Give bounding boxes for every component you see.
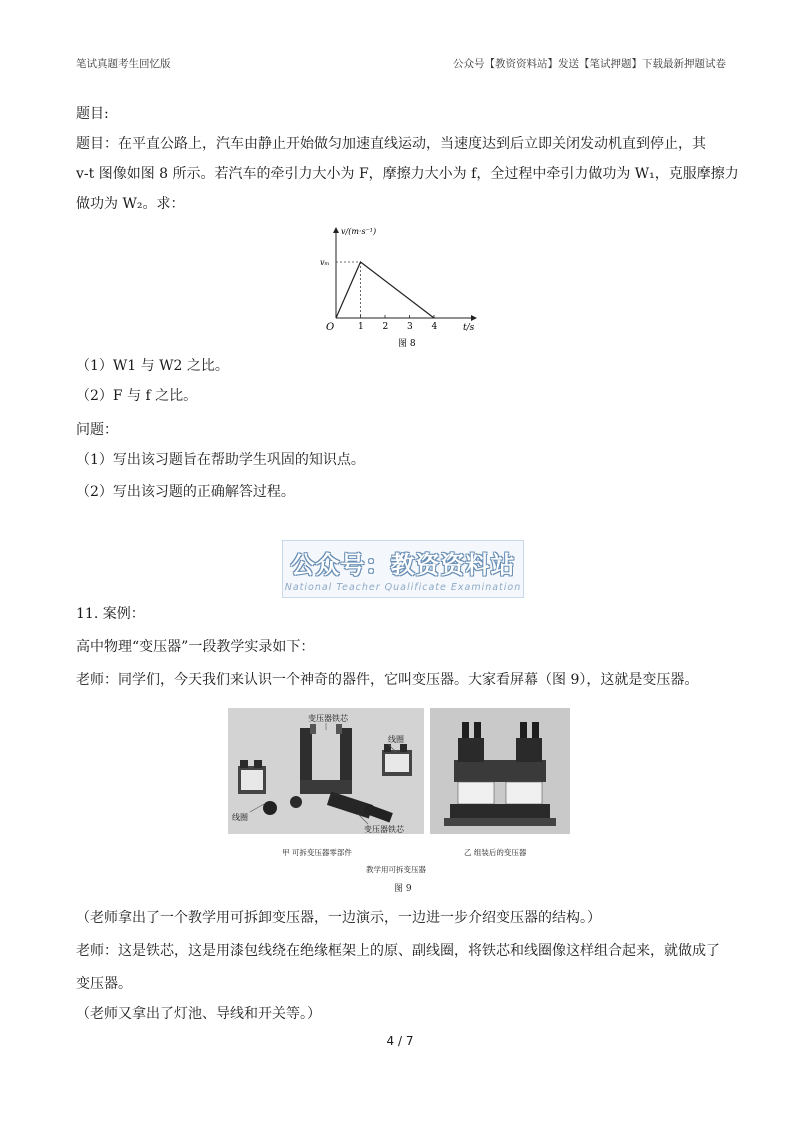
figure9-caption-left: 甲 可拆变压器零部件 [282,848,352,857]
figure8-caption: 图 8 [398,339,416,349]
figure9-caption: 图 9 [394,884,412,894]
q10-ask1: （1）写出该习题旨在帮助学生巩固的知识点。 [76,452,365,468]
origin-label: O [326,322,335,333]
q10-sub2: （2）F 与 f 之比。 [76,388,198,404]
watermark-title: 公众号：教资资料站 [290,551,516,579]
q10-line1-end: 后立即关闭发动机直到停止，其 [510,136,706,152]
q11-teacher-2b: 变压器。 [76,976,132,992]
photo-parts [228,708,424,834]
q10-line3: 做功为 W₂。求： [76,196,185,212]
watermark [282,540,524,598]
vt-series-line [336,262,434,318]
x-axis-label: t/s [463,323,475,333]
q11-action-2: （老师又拿出了灯池、导线和开关等。） [76,1006,321,1022]
q10-line2: v-t 图像如图 8 所示。若汽车的牵引力大小为 F，摩擦力大小为 f，全过程中牵引力做功为 W₁，克服摩擦力 [76,166,739,182]
figure9-photos [228,708,572,898]
vt-graph [316,222,496,350]
vm-label: vₘ [320,258,330,267]
q11-teacher-1: 老师：同学们，今天我们来认识一个神奇的器件，它叫变压器。大家看屏幕（图 9），这就是变压器。 [76,672,699,688]
questions-label: 问题： [76,422,118,438]
label-core-top: 变压器铁芯 [308,714,348,723]
q11-action-1: （老师拿出了一个教学用可拆卸变压器，一边演示，一边进一步介绍变压器的结构。） [76,910,601,926]
q10-line1-start: 题目：在平直公路上，汽车由静止开始做匀加速直线运动，当速度达到 [76,136,510,152]
q10-ask2: （2）写出该习题的正确解答过程。 [76,484,295,500]
q11-teacher-2a: 老师：这是铁芯，这是用漆包线绕在绝缘框架上的原、副线圈，将铁芯和线圈像这样组合起来，就做成了 [76,943,720,959]
x-tick-label-3: 3 [407,322,413,332]
label-coil-left: 线圈 [232,813,248,822]
q11-heading: 11. 案例： [76,606,145,622]
label-core-bottom: 变压器铁芯 [364,825,404,834]
q10-sub1: （1）W1 与 W2 之比。 [76,358,229,374]
figure9-caption-main: 教学用可拆变压器 [366,865,426,874]
q10-line1 [76,134,706,154]
x-tick-label-1: 1 [358,322,364,332]
photo-assembled [430,708,570,834]
x-tick-label-2: 2 [382,322,389,332]
x-tick-label-4: 4 [431,322,438,332]
figure9-caption-right: 乙 组装后的变压器 [464,848,527,857]
header-right: 公众号【教资资料站】发送【笔试押题】下载最新押题试卷 [453,58,726,70]
page-number: 4 / 7 [386,1034,414,1048]
watermark-subtitle: National Teacher Qualificate Examination [284,582,522,593]
q11-intro: 高中物理“变压器”一段教学实录如下： [76,639,315,655]
label-coil-right: 线圈 [388,735,404,744]
q10-label: 题目: [76,106,109,122]
y-axis-label: v/(m·s⁻¹) [341,227,377,236]
header-left: 笔试真题考生回忆版 [76,58,171,70]
